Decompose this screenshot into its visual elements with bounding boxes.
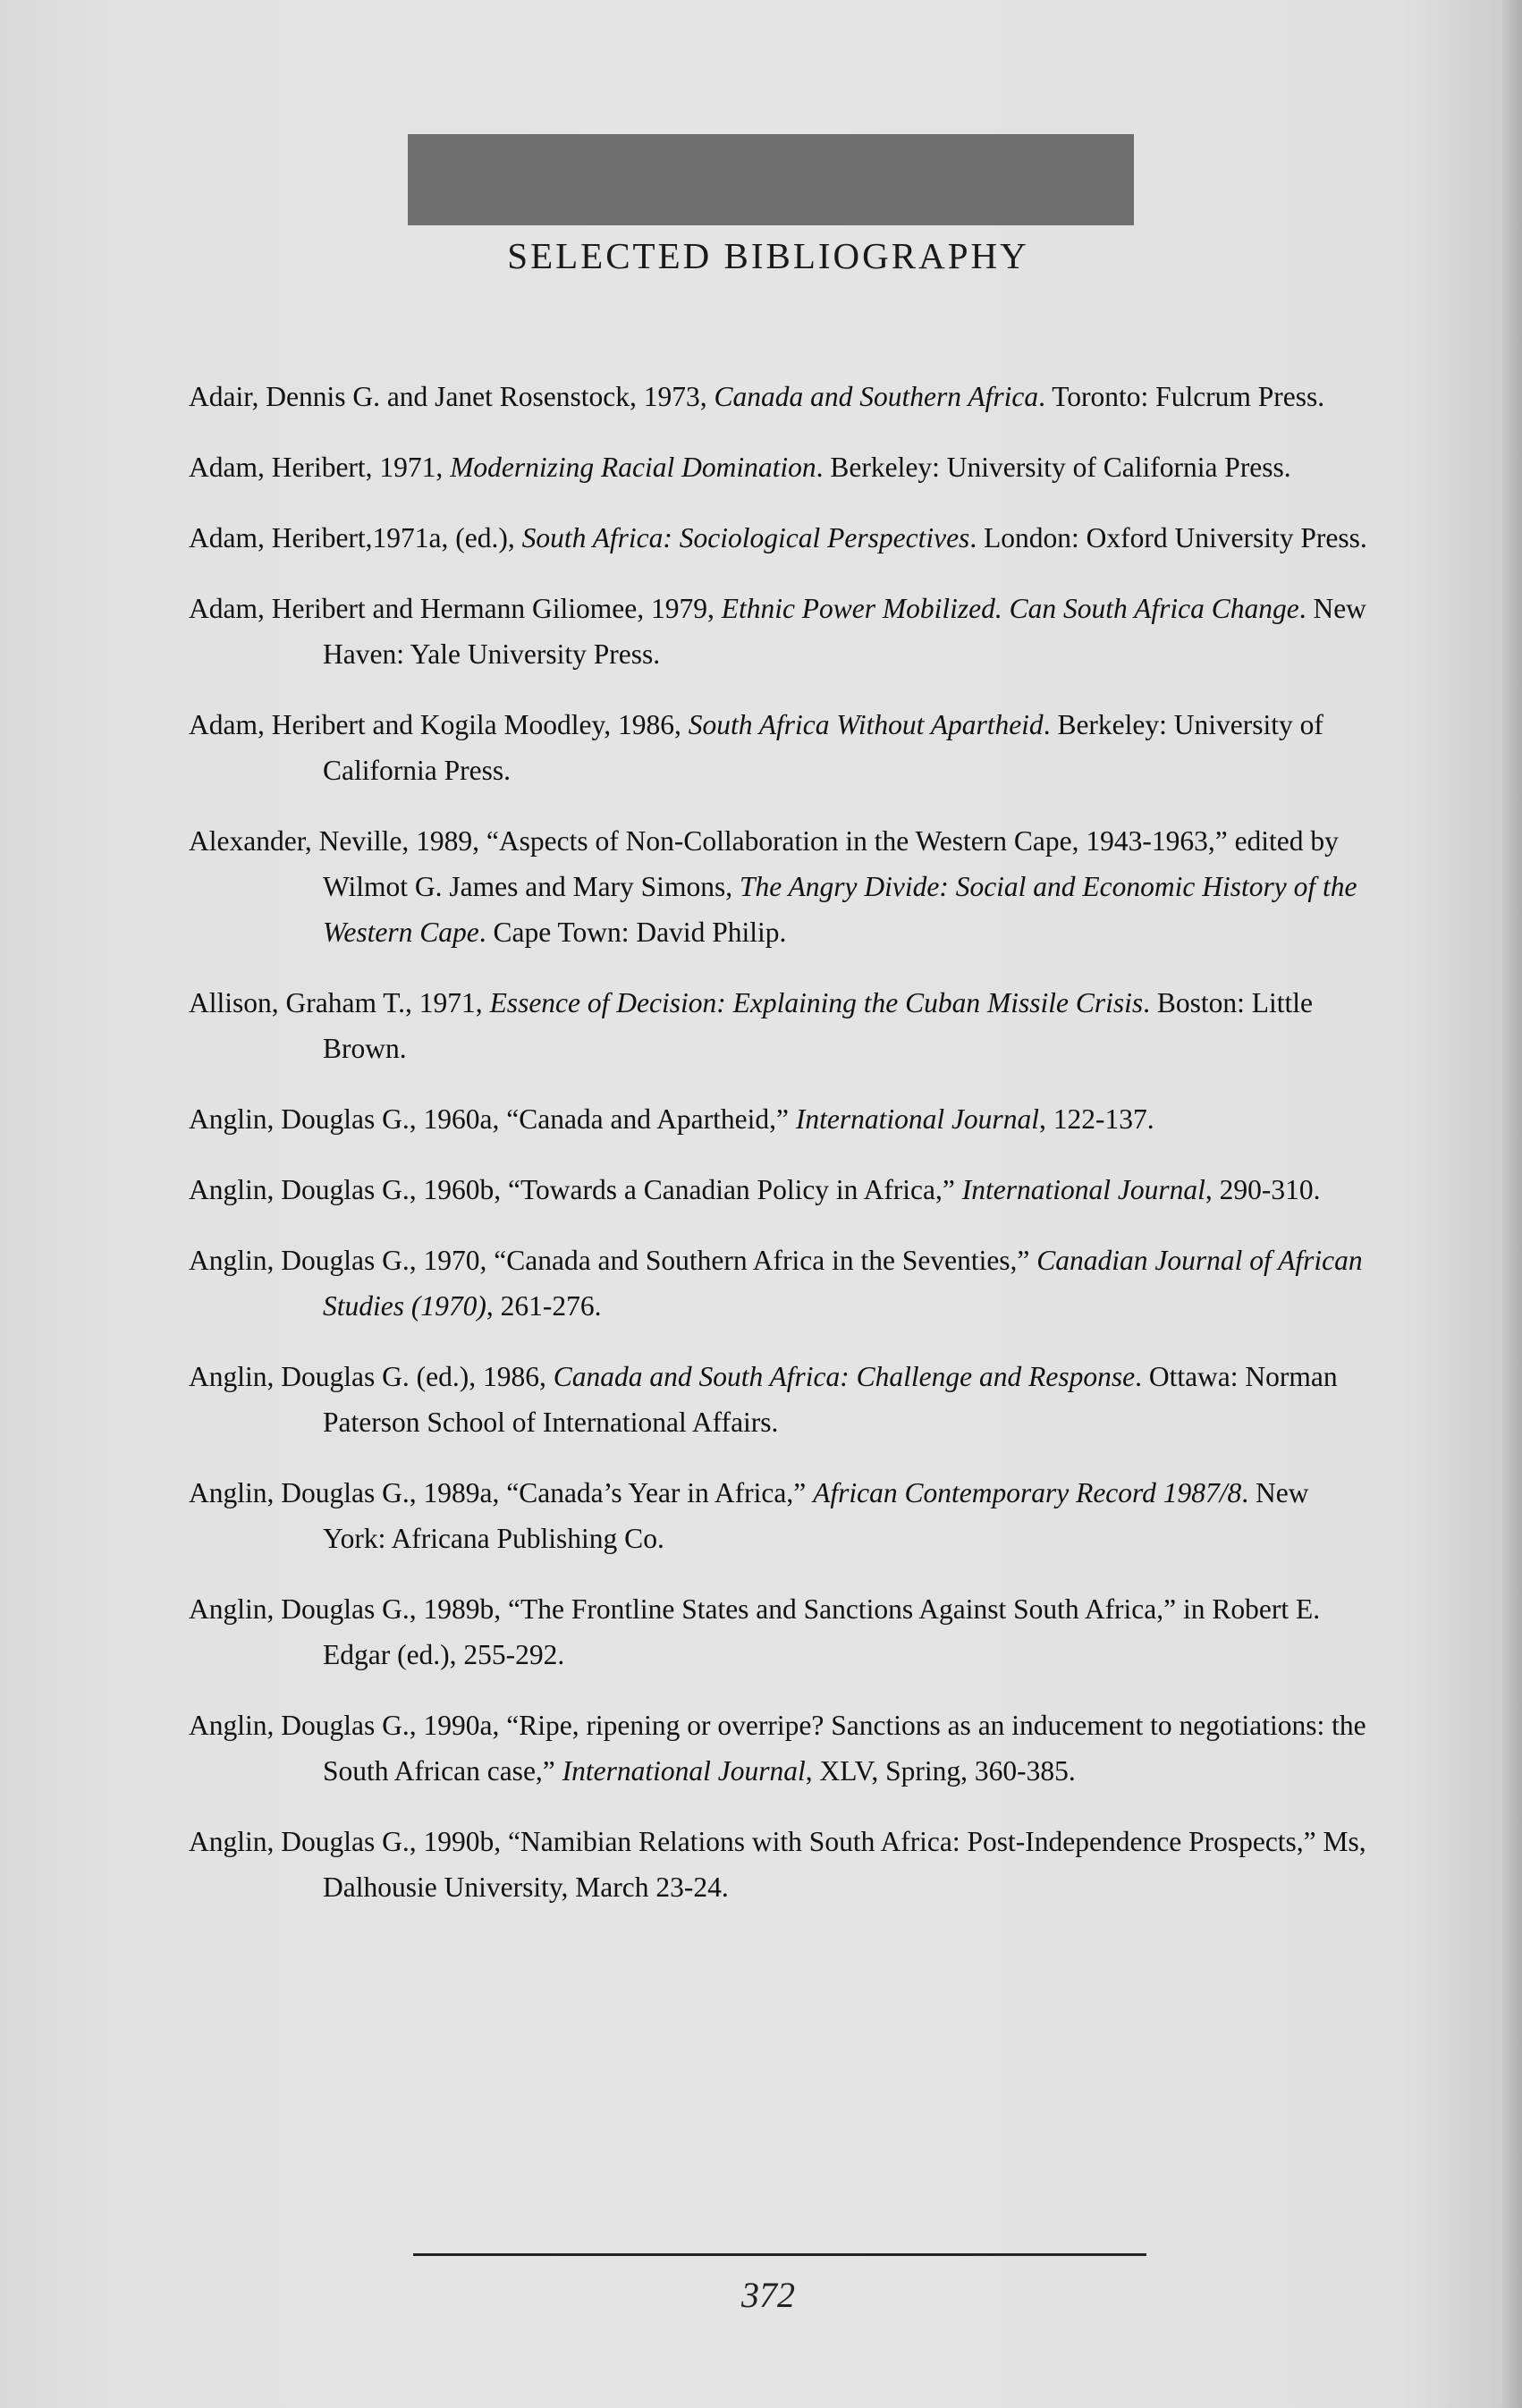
bibliography-entry: Anglin, Douglas G., 1970, “Canada and Southern Africa in the Seventies,” Canadian Journal of African Studies (1970), 261-276. (189, 1245, 1363, 1322)
bibliography-entry: Adair, Dennis G. and Janet Rosenstock, 1973, Canada and Southern Africa. Toronto: Fulcrum Press. (189, 381, 1325, 412)
bibliography-entry: Anglin, Douglas G., 1989b, “The Frontline States and Sanctions Against South Africa,” in Robert E. Edgar (ed.), 255-292. (189, 1593, 1321, 1670)
bibliography-entry: Anglin, Douglas G., 1990b, “Namibian Relations with South Africa: Post-Independence Prospects,” Ms, Dalhousie University, March 23-24. (189, 1826, 1366, 1903)
bibliography-entry: Anglin, Douglas G. (ed.), 1986, Canada and South Africa: Challenge and Response. Ottawa: Norman Paterson School of International Affairs. (189, 1361, 1338, 1438)
bibliography-entry: Adam, Heribert, 1971, Modernizing Racial Domination. Berkeley: University of California Press. (189, 452, 1291, 483)
bibliography-entry: Adam, Heribert,1971a, (ed.), South Africa: Sociological Perspectives. London: Oxford University Press. (189, 522, 1367, 553)
bibliography-entry: Anglin, Douglas G., 1960b, “Towards a Canadian Policy in Africa,” International Journal, 290-310. (189, 1174, 1321, 1205)
header-bar (408, 134, 1134, 225)
bibliography-entry: Anglin, Douglas G., 1990a, “Ripe, ripening or overripe? Sanctions as an inducement to negotiations: the South African case,” International Journal, XLV, Spring, 360-385. (189, 1710, 1366, 1787)
bibliography-entry: Anglin, Douglas G., 1960a, “Canada and Apartheid,” International Journal, 122-137. (189, 1103, 1154, 1135)
bibliography-entry: Allison, Graham T., 1971, Essence of Decision: Explaining the Cuban Missile Crisis. Boston: Little Brown. (189, 987, 1313, 1064)
bibliography-list (189, 374, 1369, 1935)
bibliography-entry: Alexander, Neville, 1989, “Aspects of Non-Collaboration in the Western Cape, 1943-1963,” edited by Wilmot G. James and Mary Simons, The Angry Divide: Social and Economic History of the Western Cape. Cape Town: David Philip. (189, 825, 1357, 948)
footer-rule (413, 2253, 1146, 2256)
bibliography-entry: Anglin, Douglas G., 1989a, “Canada’s Year in Africa,” African Contemporary Record 1987/8. New York: Africana Publishing Co. (189, 1477, 1309, 1554)
bibliography-entry: Adam, Heribert and Kogila Moodley, 1986, South Africa Without Apartheid. Berkeley: University of California Press. (189, 709, 1323, 786)
page-number: 372 (741, 2275, 795, 2315)
page-title: SELECTED BIBLIOGRAPHY (507, 235, 1029, 276)
bibliography-entry: Adam, Heribert and Hermann Giliomee, 1979, Ethnic Power Mobilized. Can South Africa Change. New Haven: Yale University Press. (189, 593, 1366, 670)
page-edge-shadow (1502, 0, 1522, 2408)
